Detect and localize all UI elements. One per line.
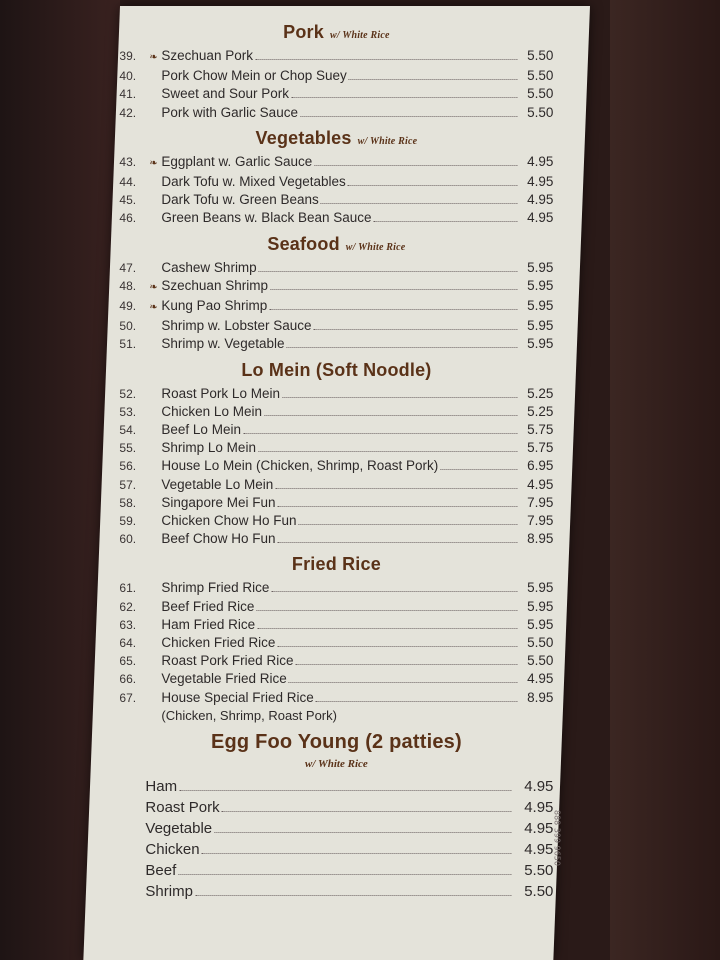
dot-leader (270, 289, 517, 290)
dot-leader (271, 591, 517, 592)
item-name: Cashew Shrimp (161, 259, 257, 275)
item-number: 64. (119, 636, 137, 651)
menu-section (119, 22, 553, 122)
item-price: 8.95 (527, 689, 554, 705)
section-title-text: Pork (283, 22, 324, 42)
section-title-text: Lo Mein (Soft Noodle) (241, 359, 432, 380)
section-title-text: Seafood (267, 233, 340, 254)
menu-item (119, 104, 553, 122)
item-price: 4.95 (524, 777, 554, 795)
menu-item (119, 277, 553, 297)
item-name: Beef (145, 861, 177, 879)
item-name: Ham (145, 777, 178, 795)
item-name: Green Beans w. Black Bean Sauce (161, 210, 372, 226)
item-price: 5.95 (527, 259, 554, 275)
dot-leader (214, 832, 511, 833)
item-number: 44. (119, 175, 137, 190)
item-number: 63. (119, 617, 137, 632)
dot-leader (256, 610, 517, 611)
item-price: 5.95 (527, 580, 554, 596)
item-price: 4.95 (527, 671, 554, 687)
dot-leader (258, 451, 517, 452)
item-price: 5.25 (527, 385, 554, 401)
item-number: 56. (119, 459, 137, 474)
menu-section (119, 360, 553, 549)
item-number: 57. (119, 477, 137, 492)
dot-leader (259, 271, 518, 272)
item-price: 5.95 (527, 598, 554, 614)
menu-item (119, 457, 553, 475)
dot-leader (289, 682, 518, 683)
section-title (119, 360, 553, 381)
menu-item (119, 209, 553, 227)
menu-item (119, 616, 553, 634)
item-name: Vegetable Fried Rice (161, 671, 287, 687)
menu-item (119, 881, 553, 902)
dot-leader (202, 853, 512, 854)
dot-leader (374, 221, 518, 222)
dot-leader (282, 397, 517, 398)
menu-item (119, 385, 553, 403)
menu-item (119, 85, 553, 103)
item-number: 58. (119, 495, 137, 510)
menu-item (119, 153, 553, 173)
dot-leader (321, 203, 518, 204)
item-price: 4.95 (527, 192, 554, 208)
item-number: 62. (119, 599, 137, 614)
dot-leader (300, 116, 517, 117)
menu-item (119, 47, 553, 67)
item-price: 4.95 (527, 476, 554, 492)
menu-item (119, 259, 553, 277)
item-price: 7.95 (527, 494, 554, 510)
item-number: 39. (119, 49, 137, 63)
item-name: Roast Pork (145, 798, 220, 816)
menu-section (119, 128, 553, 228)
dot-leader (348, 185, 518, 186)
section-subtitle: w/ White Rice (345, 241, 406, 253)
dot-leader (314, 165, 517, 166)
item-price: 5.95 (527, 616, 554, 632)
menu-item (119, 652, 553, 670)
section-subtitle: w/ White Rice (329, 30, 390, 41)
item-price: 7.95 (527, 513, 554, 529)
item-price: 5.25 (527, 403, 554, 419)
item-name: Shrimp Fried Rice (161, 580, 270, 596)
menu-section (119, 554, 553, 724)
dot-leader (313, 329, 517, 330)
dot-leader (178, 874, 511, 875)
item-number: 47. (119, 260, 137, 275)
menu-item (119, 689, 553, 707)
menu-item (119, 530, 553, 548)
egg-foo-young-section (119, 731, 553, 902)
item-price: 5.95 (527, 336, 554, 352)
dot-leader (316, 701, 518, 702)
dot-leader (264, 415, 517, 416)
item-number: 48. (119, 278, 137, 293)
item-number: 50. (119, 319, 137, 334)
item-name: Dark Tofu w. Mixed Vegetables (161, 174, 346, 190)
item-number: 66. (119, 672, 137, 687)
item-price: 5.50 (524, 882, 554, 900)
section-title (119, 554, 553, 575)
menu-item (119, 421, 553, 439)
item-price: 5.50 (527, 86, 554, 102)
section-subtitle: w/ White Rice (357, 135, 418, 147)
item-price: 4.95 (527, 174, 554, 190)
item-name: Chicken (145, 840, 200, 858)
menu-item (119, 191, 553, 209)
item-price: 5.95 (527, 318, 554, 334)
menu-item (119, 335, 553, 353)
item-number: 60. (119, 532, 137, 547)
item-name: Pork with Garlic Sauce (161, 104, 298, 120)
item-name: Dark Tofu w. Green Beans (161, 192, 319, 208)
dot-leader (195, 895, 511, 896)
section-title-text: Vegetables (255, 127, 352, 148)
item-number: 40. (119, 69, 137, 84)
menu-page (83, 6, 590, 960)
item-name: Vegetable (145, 819, 213, 837)
item-name: Shrimp Lo Mein (161, 440, 256, 456)
menu-item (119, 297, 553, 317)
dot-leader (286, 347, 517, 348)
menu-item (119, 403, 553, 421)
item-name: Shrimp w. Lobster Sauce (161, 318, 312, 334)
item-price: 5.75 (527, 422, 554, 438)
item-number: 61. (119, 581, 137, 596)
item-price: 5.50 (527, 48, 554, 63)
item-name: Sweet and Sour Pork (161, 86, 289, 102)
item-name: Kung Pao Shrimp (161, 298, 268, 314)
dot-leader (440, 469, 517, 470)
item-price: 5.50 (527, 635, 554, 651)
dot-leader (257, 628, 517, 629)
item-number: 52. (119, 386, 137, 401)
menu-item (119, 776, 553, 797)
menu-item (119, 634, 553, 652)
section-title (119, 22, 553, 43)
menu-item (119, 579, 553, 597)
item-price: 8.95 (527, 531, 554, 547)
item-note: (Chicken, Shrimp, Roast Pork) (161, 707, 337, 723)
item-number: 45. (119, 193, 137, 208)
item-number: 46. (119, 211, 137, 226)
side-print-phone: 888 399 9650 (552, 810, 562, 866)
item-number: 59. (119, 514, 137, 529)
item-name: Roast Pork Lo Mein (161, 385, 280, 401)
item-name: Szechuan Pork (161, 48, 253, 63)
section-title (119, 128, 553, 149)
hot-pepper-icon: ❧ (149, 52, 158, 63)
item-name: Beef Lo Mein (161, 422, 241, 438)
item-number: 65. (119, 654, 137, 669)
menu-item (119, 860, 553, 881)
dot-leader (243, 433, 517, 434)
dot-leader (179, 790, 511, 791)
item-name: Shrimp (145, 882, 193, 900)
dot-leader (269, 309, 517, 310)
menu-item (119, 67, 553, 85)
menu-item (119, 512, 553, 530)
item-number: 67. (119, 690, 137, 705)
item-name: Pork Chow Mein or Chop Suey (161, 68, 347, 84)
dot-leader (222, 811, 512, 812)
menu-item (119, 317, 553, 335)
item-name: Chicken Chow Ho Fun (161, 513, 297, 529)
item-price: 5.95 (527, 277, 554, 293)
section-title: Egg Foo Young (2 patties) (210, 730, 462, 753)
dot-leader (295, 664, 517, 665)
dot-leader (291, 97, 517, 98)
item-price: 4.95 (524, 840, 554, 858)
item-number: 55. (119, 441, 137, 456)
menu-item (119, 839, 553, 860)
table-surface-right (610, 0, 720, 960)
section-title (119, 234, 553, 255)
item-name: Chicken Fried Rice (161, 635, 276, 651)
item-price: 5.50 (527, 68, 554, 84)
dot-leader (298, 524, 517, 525)
dot-leader (275, 488, 517, 489)
dot-leader (255, 59, 517, 60)
hot-pepper-icon: ❧ (149, 281, 158, 293)
hot-pepper-icon: ❧ (149, 157, 158, 169)
item-name: Shrimp w. Vegetable (161, 336, 285, 352)
menu-item (119, 173, 553, 191)
item-name: Chicken Lo Mein (161, 403, 262, 419)
dot-leader (277, 646, 517, 647)
item-name: Singapore Mei Fun (161, 494, 276, 510)
dot-leader (349, 79, 518, 80)
menu-section (119, 234, 553, 354)
item-name: Vegetable Lo Mein (161, 476, 274, 492)
item-price: 5.50 (524, 861, 554, 879)
dot-leader (277, 542, 517, 543)
item-name: Ham Fried Rice (161, 616, 256, 632)
item-price: 4.95 (527, 153, 554, 169)
dot-leader (277, 506, 517, 507)
item-name: Szechuan Shrimp (161, 277, 268, 293)
item-price: 5.95 (527, 298, 554, 314)
menu-content (119, 20, 562, 960)
menu-item (119, 670, 553, 688)
item-price: 5.50 (527, 104, 554, 120)
section-title-text: Fried Rice (291, 554, 381, 575)
menu-item (119, 476, 553, 494)
hot-pepper-icon: ❧ (149, 302, 158, 314)
menu-item (119, 797, 553, 818)
section-subtitle: w/ White Rice (305, 757, 368, 770)
item-name: House Lo Mein (Chicken, Shrimp, Roast Pork) (161, 458, 439, 474)
menu-item (119, 598, 553, 616)
item-price: 4.95 (524, 798, 554, 816)
item-price: 4.95 (527, 210, 554, 226)
item-name: Roast Pork Fried Rice (161, 653, 294, 669)
item-price: 4.95 (524, 819, 554, 837)
item-price: 6.95 (527, 458, 554, 474)
item-name: Beef Chow Ho Fun (161, 531, 276, 547)
menu-item (119, 818, 553, 839)
item-number: 49. (119, 299, 137, 314)
item-number: 53. (119, 404, 137, 419)
item-number: 54. (119, 423, 137, 438)
item-number: 41. (119, 87, 137, 102)
item-name: Eggplant w. Garlic Sauce (161, 153, 313, 169)
item-number: 51. (119, 337, 137, 352)
item-price: 5.75 (527, 440, 554, 456)
menu-item (119, 439, 553, 457)
item-number: 42. (119, 105, 137, 120)
item-name: Beef Fried Rice (161, 598, 255, 614)
item-name: House Special Fried Rice (161, 689, 314, 705)
item-number: 43. (119, 154, 137, 169)
item-price: 5.50 (527, 653, 554, 669)
menu-item (119, 494, 553, 512)
